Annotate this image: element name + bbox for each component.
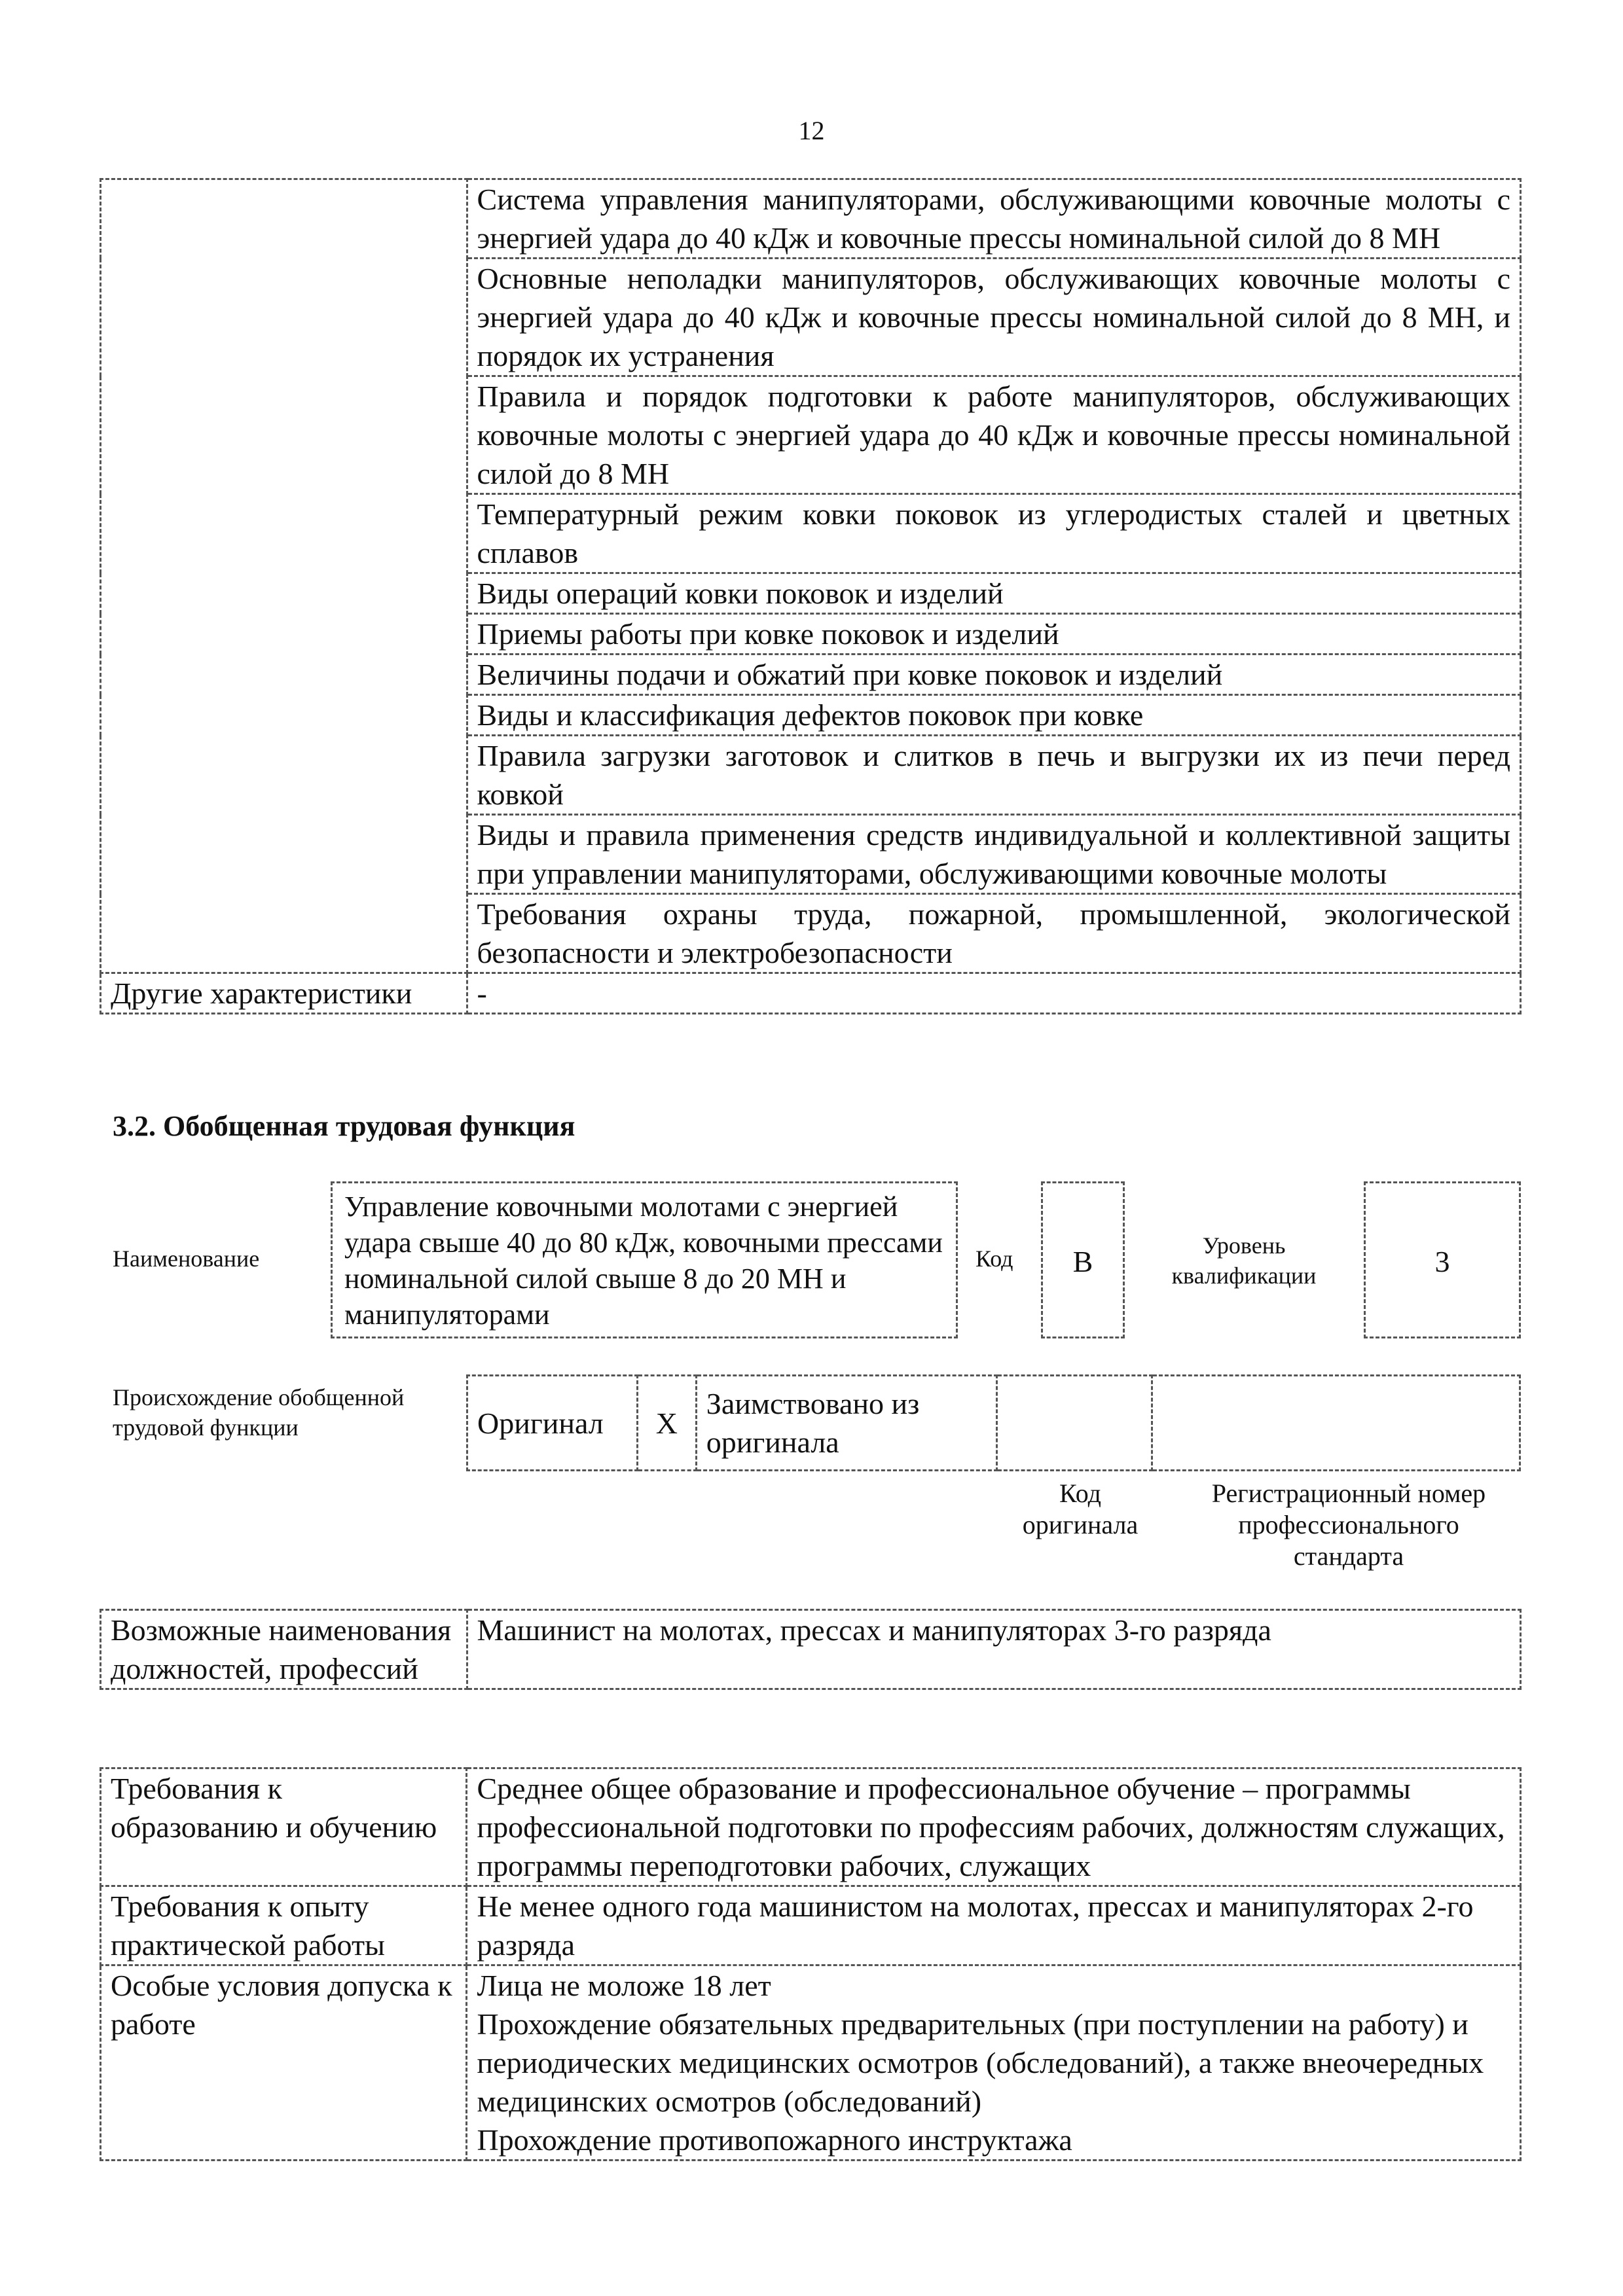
knowledge-item: Правила загрузки заготовок и слитков в печь и выгрузки их из печи перед ковкой (467, 736, 1520, 815)
code-box (1041, 1181, 1125, 1338)
origin-label: Происхождение обобщенной трудовой функции (113, 1384, 405, 1441)
code-label: Код (976, 1246, 1013, 1272)
other-characteristics-value: - (467, 973, 1520, 1014)
knowledge-label-cell (101, 179, 467, 973)
table-row (101, 973, 1521, 1014)
education-value: Среднее общее образование и профессиональное обучение – программы профессиональной подготовки по профессиям рабочих, должностям служащих, программы переподготовки рабочих, служащих (467, 1768, 1521, 1886)
function-name-value: Управление ковочными молотами с энергией удара свыше 40 до 80 кДж, ковочными прессами номинальной силой свыше 8 до 20 МН и манипуляторами (344, 1191, 943, 1331)
admission-value (467, 1965, 1521, 2161)
registration-number-cell (1152, 1376, 1520, 1471)
other-characteristics-label: Другие характеристики (101, 973, 467, 1014)
table-row (101, 1886, 1521, 1965)
positions-value: Машинист на молотах, прессах и манипуляторах 3-го разряда (467, 1610, 1521, 1689)
original-code-cell (997, 1376, 1152, 1471)
origin-table (466, 1374, 1521, 1471)
experience-value: Не менее одного года машинистом на молотах, прессах и манипуляторах 2-го разряда (467, 1886, 1521, 1965)
knowledge-item: Система управления манипуляторами, обслуживающими ковочные молоты с энергией удара до 40 кДж и ковочные прессы номинальной силой до 8 МН (467, 179, 1520, 259)
requirements-table (100, 1767, 1522, 2161)
knowledge-item: Температурный режим ковки поковок из углеродистых сталей и цветных сплавов (467, 494, 1520, 573)
knowledge-item: Приемы работы при ковке поковок и изделий (467, 614, 1520, 655)
admission-line: Лица не моложе 18 лет (477, 1969, 771, 2002)
admission-label: Особые условия допуска к работе (101, 1965, 467, 2161)
section-title: 3.2. Обобщенная трудовая функция (113, 1110, 575, 1142)
original-mark: X (637, 1376, 696, 1471)
knowledge-item: Основные неполадки манипуляторов, обслуживающих ковочные молоты с энергией удара до 40 кДж и ковочные прессы номинальной силой до 8 МН, и порядок их устранения (467, 259, 1520, 376)
code-value: В (1072, 1245, 1093, 1278)
knowledge-item: Требования охраны труда, пожарной, промышленной, экологической безопасности и электробезопасности (467, 894, 1520, 973)
table-row (467, 1376, 1520, 1471)
knowledge-item: Правила и порядок подготовки к работе манипуляторов, обслуживающих ковочные молоты с энергией удара до 40 кДж и ковочные прессы номинальной силой до 8 МН (467, 376, 1520, 494)
original-label: Оригинал (467, 1376, 638, 1471)
experience-label: Требования к опыту практической работы (101, 1886, 467, 1965)
positions-table (100, 1609, 1522, 1690)
table-row (101, 179, 1521, 259)
admission-line: Прохождение обязательных предварительных (при поступлении на работу) и периодических медицинских осмотров (обследований), а также внеочередных медицинских осмотров (обследований) (477, 2007, 1484, 2118)
function-name-box (331, 1181, 958, 1338)
level-box (1364, 1181, 1521, 1338)
knowledge-table (100, 178, 1522, 1014)
positions-label: Возможные наименования должностей, профессий (101, 1610, 467, 1689)
page-number: 12 (798, 116, 825, 145)
admission-line: Прохождение противопожарного инструктажа (477, 2123, 1072, 2157)
borrowed-label: Заимствовано из оригинала (696, 1376, 997, 1471)
level-label: Уровень квалификации (1171, 1232, 1317, 1289)
name-label: Наименование (113, 1246, 260, 1272)
knowledge-item: Величины подачи и обжатий при ковке поковок и изделий (467, 655, 1520, 695)
level-value: 3 (1434, 1245, 1450, 1278)
table-row (101, 1610, 1521, 1689)
knowledge-item: Виды и классификация дефектов поковок при ковке (467, 695, 1520, 736)
registration-caption: Регистрационный номер профессионального стандарта (1211, 1479, 1486, 1571)
table-row (101, 1768, 1521, 1886)
knowledge-item: Виды операций ковки поковок и изделий (467, 573, 1520, 614)
education-label: Требования к образованию и обучению (101, 1768, 467, 1886)
code-original-caption: Код оригинала (1022, 1479, 1139, 1539)
table-row (101, 1965, 1521, 2161)
knowledge-item: Виды и правила применения средств индивидуальной и коллективной защиты при управлении манипуляторами, обслуживающими ковочные молоты (467, 815, 1520, 894)
